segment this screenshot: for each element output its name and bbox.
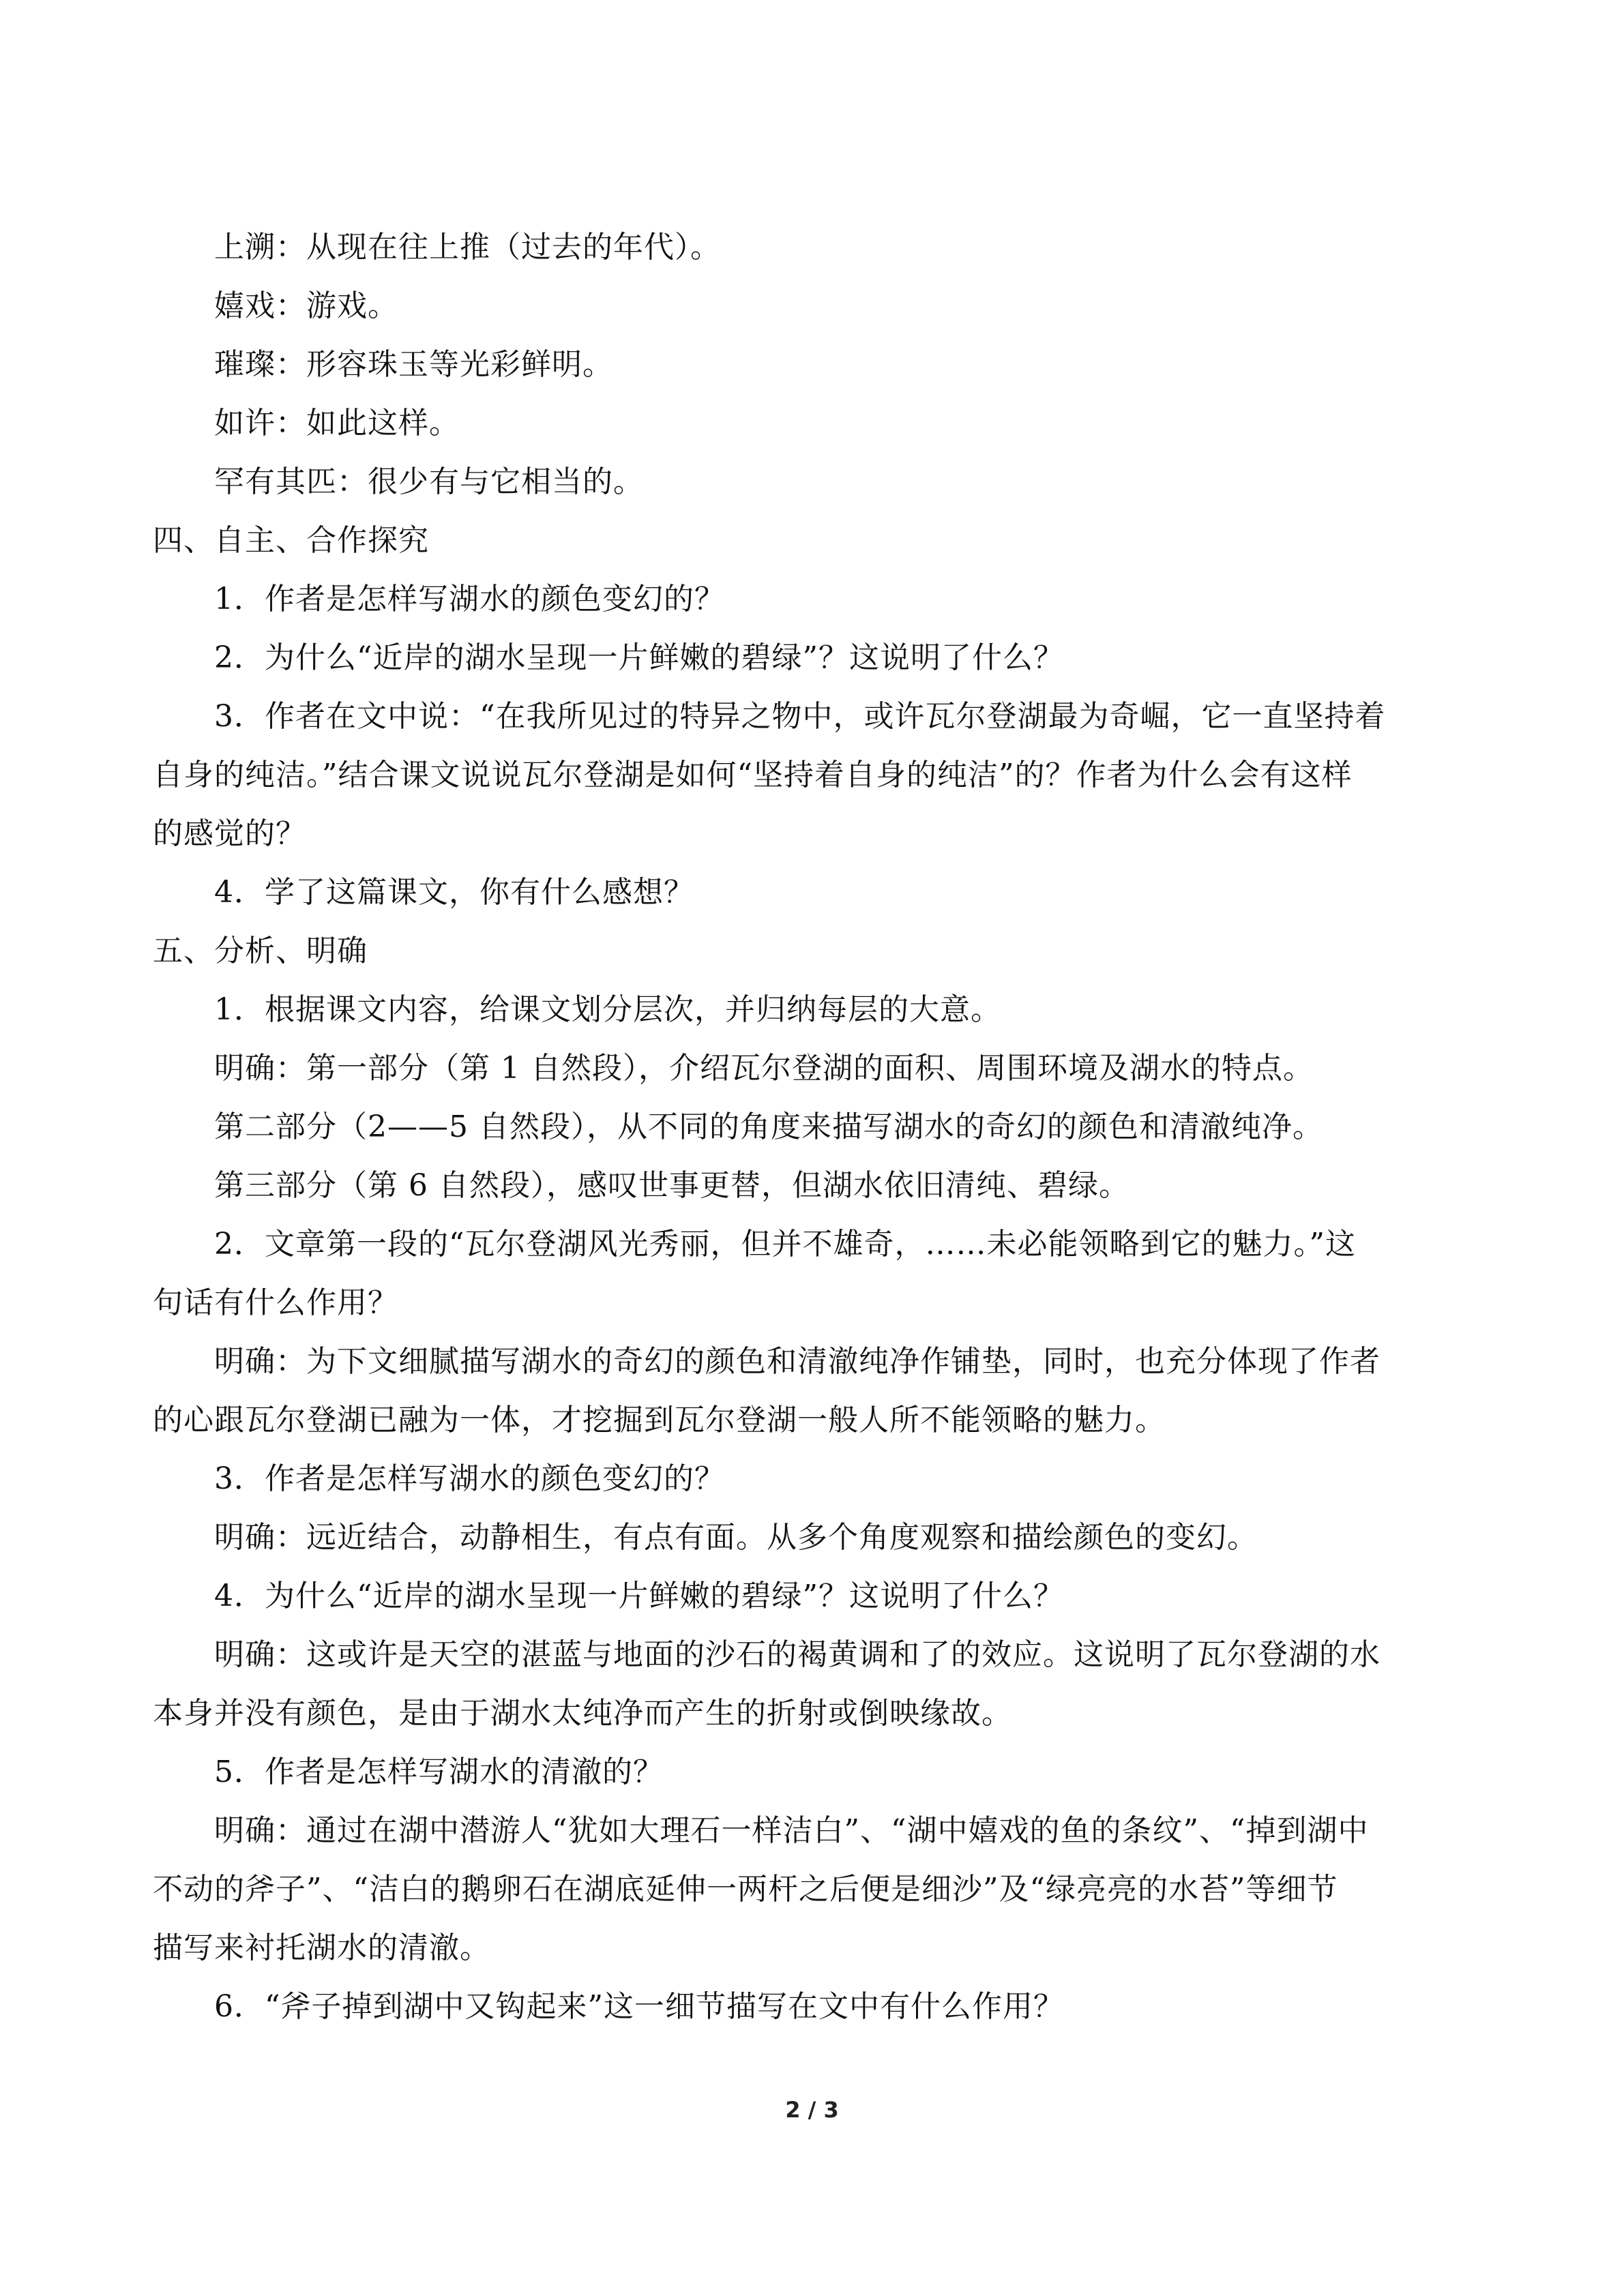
text-line: 明确：第一部分（第 1 自然段），介绍瓦尔登湖的面积、周围环境及湖水的特点。 <box>214 1051 1314 1086</box>
text-line: 的感觉的？ <box>153 816 306 851</box>
document-body <box>153 218 1462 2036</box>
text-line: 2．为什么“近岸的湖水呈现一片鲜嫩的碧绿”？这说明了什么？ <box>214 640 1064 675</box>
text-line: 本身并没有颜色，是由于湖水太纯净而产生的折射或倒映缘故。 <box>153 1696 1012 1731</box>
text-line: 1．作者是怎样写湖水的颜色变幻的？ <box>214 582 725 616</box>
text-line: 四、自主、合作探究 <box>153 523 429 558</box>
text-line: 4．学了这篇课文，你有什么感想？ <box>214 875 694 910</box>
text-line: 如许：如此这样。 <box>214 406 460 441</box>
text-line: 6．“斧子掉到湖中又钩起来”这一细节描写在文中有什么作用？ <box>214 1989 1064 2024</box>
text-line: 上溯：从现在往上推（过去的年代）。 <box>214 230 721 265</box>
text-line: 3．作者是怎样写湖水的颜色变幻的？ <box>214 1461 725 1496</box>
text-line: 不动的斧子”、“洁白的鹅卵石在湖底延伸一两杆之后便是细沙”及“绿亮亮的水苔”等细节 <box>153 1872 1338 1907</box>
text-line: 描写来衬托湖水的清澈。 <box>153 1930 490 1965</box>
text-line: 的心跟瓦尔登湖已融为一体，才挖掘到瓦尔登湖一般人所不能领略的魅力。 <box>153 1403 1166 1437</box>
text-line: 5．作者是怎样写湖水的清澈的？ <box>214 1755 664 1789</box>
text-line: 3．作者在文中说：“在我所见过的特异之物中，或许瓦尔登湖最为奇崛，它一直坚持着 <box>214 699 1386 734</box>
page-number: 2 / 3 <box>785 2097 839 2123</box>
text-line: 明确：远近结合，动静相生，有点有面。从多个角度观察和描绘颜色的变幻。 <box>214 1520 1258 1555</box>
text-line: 五、分析、明确 <box>153 934 368 968</box>
text-line: 第二部分（2——5 自然段），从不同的角度来描写湖水的奇幻的颜色和清澈纯净。 <box>214 1109 1323 1144</box>
text-line: 明确：通过在湖中潜游人“犹如大理石一样洁白”、“湖中嬉戏的鱼的条纹”、“掉到湖中 <box>214 1813 1369 1848</box>
text-line: 璀璨：形容珠玉等光彩鲜明。 <box>214 347 613 382</box>
text-line: 自身的纯洁。”结合课文说说瓦尔登湖是如何“坚持着自身的纯洁”的？作者为什么会有这样 <box>153 758 1353 792</box>
text-line: 2．文章第一段的“瓦尔登湖风光秀丽，但并不雄奇，……未必能领略到它的魅力。”这 <box>214 1227 1356 1262</box>
text-line: 明确：这或许是天空的湛蓝与地面的沙石的褐黄调和了的效应。这说明了瓦尔登湖的水 <box>214 1637 1381 1672</box>
text-line: 罕有其匹：很少有与它相当的。 <box>214 464 644 499</box>
text-line: 明确：为下文细腻描写湖水的奇幻的颜色和清澈纯净作铺垫，同时，也充分体现了作者 <box>214 1344 1381 1379</box>
text-line: 1．根据课文内容，给课文划分层次，并归纳每层的大意。 <box>214 992 1001 1027</box>
text-line: 句话有什么作用？ <box>153 1285 398 1320</box>
text-line: 嬉戏：游戏。 <box>214 288 398 323</box>
text-line: 第三部分（第 6 自然段），感叹世事更替，但湖水依旧清纯、碧绿。 <box>214 1168 1130 1203</box>
text-line: 4．为什么“近岸的湖水呈现一片鲜嫩的碧绿”？这说明了什么？ <box>214 1579 1064 1613</box>
